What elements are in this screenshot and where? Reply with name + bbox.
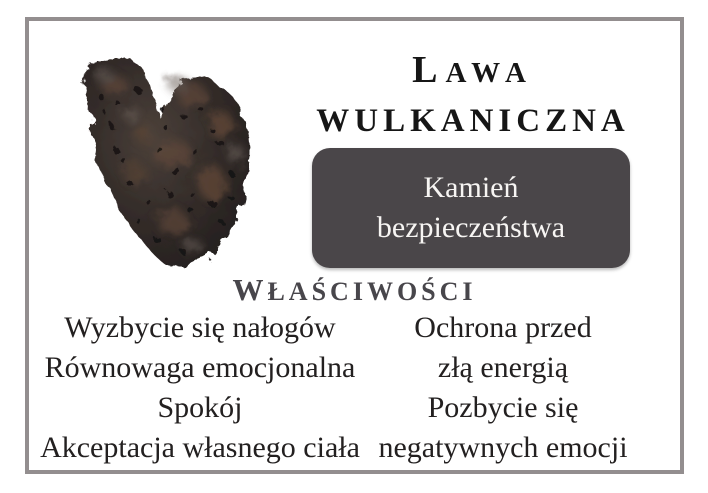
property-item: Ochrona przed (414, 311, 592, 344)
properties-list-left (30, 308, 370, 468)
property-item: Akceptacja własnego ciała (40, 431, 360, 464)
property-item: Równowaga emocjonalna (44, 351, 356, 384)
infographic-card (25, 17, 684, 474)
badge-text-line-2: bezpieczeństwa (376, 211, 566, 244)
lava-rock-image (76, 55, 260, 277)
section-heading-properties: WŁAŚCIWOŚCI (232, 272, 477, 307)
badge-text-line-1: Kamień (423, 171, 519, 204)
subtitle-badge (312, 148, 630, 268)
property-item: Spokój (157, 391, 243, 424)
page-title (273, 50, 673, 141)
title-line-2: WULKANICZNA (316, 103, 630, 139)
property-item: negatywnych emocji (378, 431, 628, 464)
property-item: Pozbycie się (427, 391, 579, 424)
property-item: złą energią (437, 351, 569, 384)
properties-list-right (333, 308, 673, 468)
property-item: Wyzbycie się nałogów (64, 311, 336, 344)
title-line-1: LAWA (412, 49, 534, 91)
